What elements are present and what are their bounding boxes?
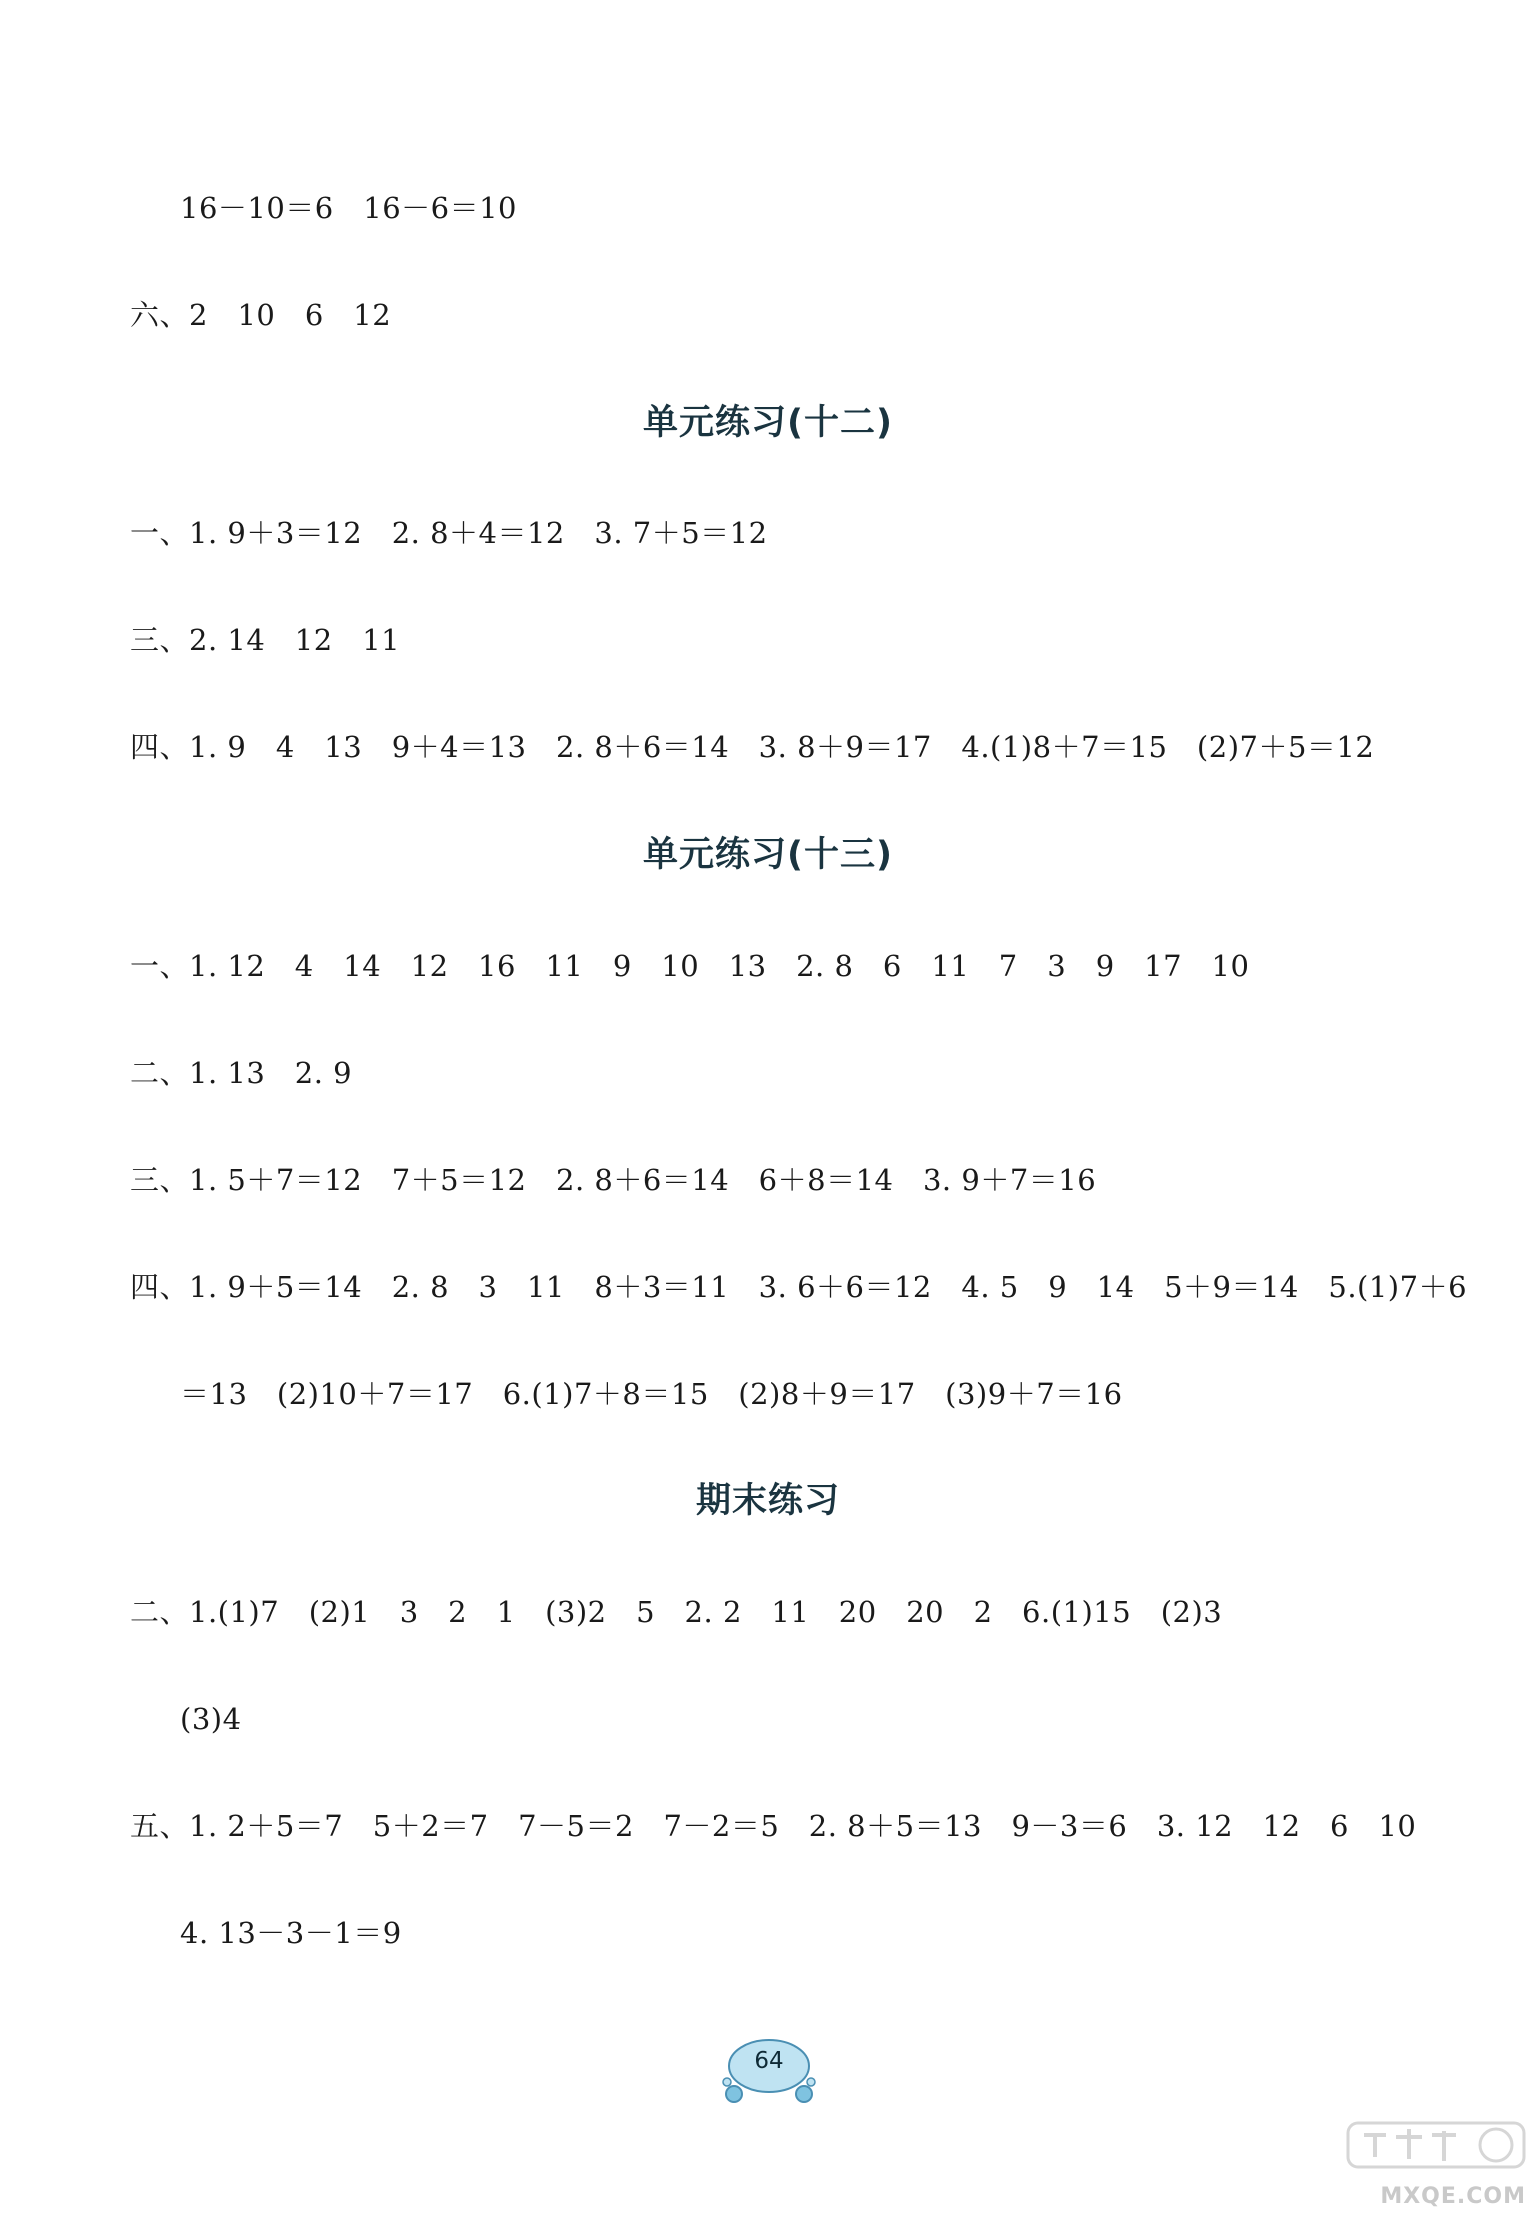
answer-line: 一、1. 12 4 14 12 16 11 9 10 13 2. 8 6 11 7 3 9 17 10: [130, 949, 1250, 983]
page-number-badge: [714, 2030, 824, 2110]
answer-line: 二、1.(1)7 (2)1 3 2 1 (3)2 5 2. 2 11 20 20 2 6.(1)15 (2)3: [130, 1595, 1223, 1629]
section-title: 单元练习(十二): [643, 403, 893, 443]
watermark-url: MXQE.COM: [1380, 2184, 1526, 2209]
answer-line: 三、1. 5＋7＝12 7＋5＝12 2. 8＋6＝14 6＋8＝14 3. 9＋7＝16: [130, 1163, 1097, 1197]
watermark: [1326, 2119, 1526, 2209]
answer-line: ＝13 (2)10＋7＝17 6.(1)7＋8＝15 (2)8＋9＝17 (3)9＋7＝16: [180, 1377, 1123, 1411]
answer-line: 16－10＝6 16－6＝10: [180, 191, 518, 225]
section-title: 期末练习: [695, 1481, 840, 1521]
section-title: 单元练习(十三): [643, 835, 893, 875]
answer-line: 一、1. 9＋3＝12 2. 8＋4＝12 3. 7＋5＝12: [130, 516, 768, 550]
answer-line: 二、1. 13 2. 9: [130, 1056, 353, 1090]
answer-line: 4. 13－3－1＝9: [180, 1916, 402, 1950]
page-number: 64: [754, 2048, 784, 2074]
answer-line: 六、2 10 6 12: [130, 298, 392, 332]
answer-line: 四、1. 9 4 13 9＋4＝13 2. 8＋6＝14 3. 8＋9＝17 4.(1)8＋7＝15 (2)7＋5＝12: [130, 730, 1375, 764]
answer-line: 三、2. 14 12 11: [130, 623, 401, 657]
answer-line: 四、1. 9＋5＝14 2. 8 3 11 8＋3＝11 3. 6＋6＝12 4. 5 9 14 5＋9＝14 5.(1)7＋6: [130, 1270, 1468, 1304]
answer-line: (3)4: [180, 1702, 242, 1736]
watermark-logo: [1346, 2119, 1526, 2171]
answer-line: 五、1. 2＋5＝7 5＋2＝7 7－5＝2 7－2＝5 2. 8＋5＝13 9－3＝6 3. 12 12 6 10: [130, 1809, 1417, 1843]
